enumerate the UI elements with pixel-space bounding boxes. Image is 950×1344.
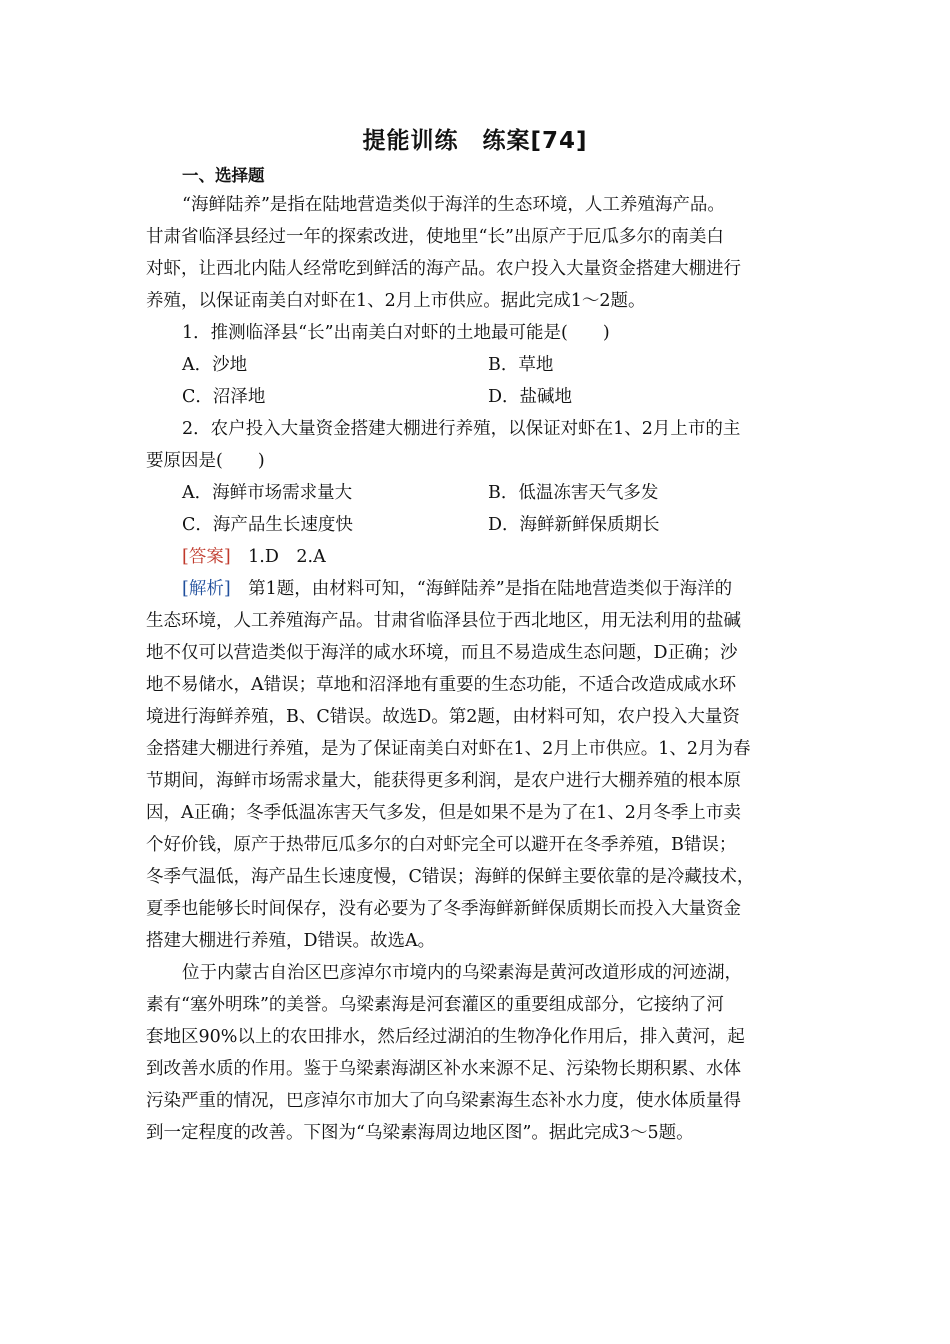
q2-option-c: C．海产品生长速度快: [182, 515, 353, 535]
q2-option-d: D．海鲜新鲜保质期长: [488, 515, 660, 535]
analysis-line: 搭建大棚进行养殖，D错误。故选A。: [146, 931, 436, 951]
answer-text: 1.D 2.A: [230, 547, 326, 567]
passage2-line: 位于内蒙古自治区巴彦淖尔市境内的乌梁素海是黄河改道形成的河迹湖，: [182, 963, 742, 983]
q2-option-a: A．海鲜市场需求量大: [182, 483, 353, 503]
passage2-line: 污染严重的情况，巴彦淖尔市加大了向乌梁素海生态补水力度，使水体质量得: [146, 1091, 741, 1111]
analysis-line: [182, 574, 810, 606]
analysis-line: 节期间，海鲜市场需求量大，能获得更多利润，是农户进行大棚养殖的根本原: [146, 771, 741, 791]
passage2-line: 到一定程度的改善。下图为“乌梁素海周边地区图”。据此完成3～5题。: [146, 1123, 694, 1143]
q1-option-b: B．草地: [488, 355, 554, 375]
section-heading: 一、选择题: [182, 166, 265, 185]
analysis-line: 冬季气温低，海产品生长速度慢，C错误；海鲜的保鲜主要依靠的是冷藏技术，: [146, 867, 755, 887]
question-2-stem-cont: 要原因是( ): [146, 451, 265, 471]
analysis-line: 境进行海鲜养殖，B、C错误。故选D。第2题，由材料可知，农户投入大量资: [146, 707, 740, 727]
answer-tag: [答案]: [182, 547, 231, 567]
passage2-line: 素有“塞外明珠”的美誉。乌梁素海是河套灌区的重要组成部分，它接纳了河: [146, 995, 724, 1015]
passage1-line: 甘肃省临泽县经过一年的探索改进，使地里“长”出原产于厄瓜多尔的南美白: [146, 227, 724, 247]
passage1-line: 对虾，让西北内陆人经常吃到鲜活的海产品。农户投入大量资金搭建大棚进行: [146, 259, 741, 279]
analysis-line: 夏季也能够长时间保存，没有必要为了冬季海鲜新鲜保质期长而投入大量资金: [146, 899, 741, 919]
analysis-tag: [解析]: [182, 579, 231, 599]
analysis-line: 因，A正确；冬季低温冻害天气多发，但是如果不是为了在1、2月冬季上市卖: [146, 803, 741, 823]
q1-option-c: C．沼泽地: [182, 387, 266, 407]
answer-line: [182, 542, 810, 574]
q2-option-b: B．低温冻害天气多发: [488, 483, 659, 503]
question-2-stem: 2．农户投入大量资金搭建大棚进行养殖，以保证对虾在1、2月上市的主: [182, 419, 741, 439]
analysis-line: 生态环境，人工养殖海产品。甘肃省临泽县位于西北地区，用无法利用的盐碱: [146, 611, 741, 631]
passage2-line: 到改善水质的作用。鉴于乌梁素海湖区补水来源不足、污染物长期积累、水体: [146, 1059, 741, 1079]
question-1-stem: 1．推测临泽县“长”出南美白对虾的土地最可能是( ): [182, 323, 610, 343]
analysis-text: 第1题，由材料可知，“海鲜陆养”是指在陆地营造类似于海洋的: [230, 579, 733, 599]
q1-option-a: A．沙地: [182, 355, 248, 375]
q1-option-d: D．盐碱地: [488, 387, 573, 407]
analysis-line: 地不易储水，A错误；草地和沼泽地有重要的生态功能，不适合改造成咸水环: [146, 675, 737, 695]
passage1-line: 养殖，以保证南美白对虾在1、2月上市供应。据此完成1～2题。: [146, 291, 646, 311]
page-title: 提能训练 练案[74]: [362, 128, 588, 154]
passage2-line: 套地区90%以上的农田排水，然后经过湖泊的生物净化作用后，排入黄河，起: [146, 1027, 745, 1047]
analysis-line: 个好价钱，原产于热带厄瓜多尔的白对虾完全可以避开在冬季养殖，B错误；: [146, 835, 737, 855]
analysis-line: 地不仅可以营造类似于海洋的咸水环境，而且不易造成生态问题，D正确；沙: [146, 643, 738, 663]
passage1-line: “海鲜陆养”是指在陆地营造类似于海洋的生态环境，人工养殖海产品。: [182, 195, 725, 215]
analysis-line: 金搭建大棚进行养殖，是为了保证南美白对虾在1、2月上市供应。1、2月为春: [146, 739, 751, 759]
